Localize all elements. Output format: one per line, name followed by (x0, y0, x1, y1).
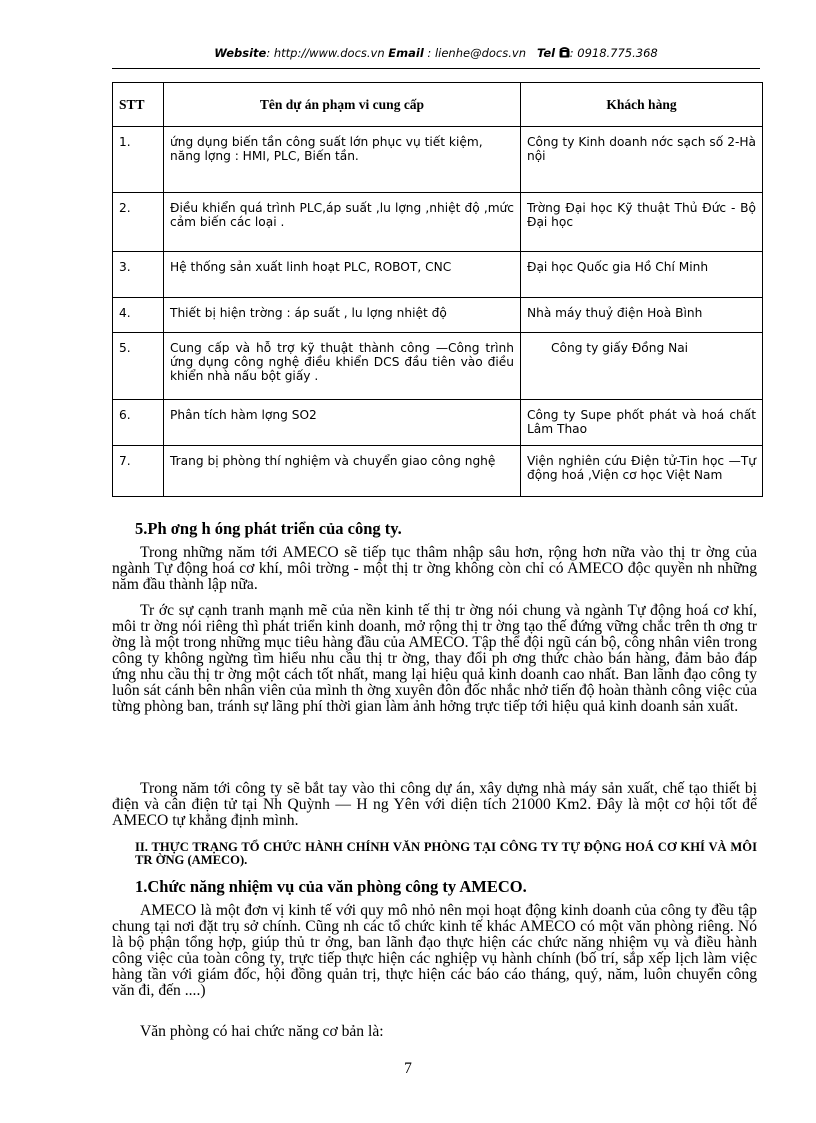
table-row (113, 252, 763, 298)
cell-project: ứng dụng biến tần công suất lớn phục vụ tiết kiệm, năng lợng : HMI, PLC, Biến tần. (164, 127, 521, 193)
section-5-paragraph-1: Trong những năm tới AMECO sẽ tiếp tục thâm nhập sâu hơn, rộng hơn nữa vào thị tr ờng của ngành Tự động hoá cơ khí, môi trờng - một thị tr ờng không còn chỉ có AMECO độc quyền nh những năm đầu thành lập nữa. (112, 544, 757, 593)
cell-client: Công ty giấy Đồng Nai (521, 333, 763, 400)
project-table (112, 82, 763, 497)
section-ii-paragraph-2: Văn phòng có hai chức năng cơ bản là: (140, 1023, 384, 1040)
page-header (112, 46, 760, 69)
section-5-paragraph-2: Tr ớc sự cạnh tranh mạnh mẽ của nền kinh tế thị tr ờng nói chung và ngành Tự động hoá cơ khí, môi tr ờng nói riêng thì phát triển kinh doanh, mở rộng thị tr ờng tạo thế đứng vững chắc trên th ơng tr ờng là một trong những mục tiêu hàng đầu của AMECO. Tập thể đội ngũ cán bộ, công nhân viên trong công ty không ngừng tìm hiểu nhu cầu thị tr ờng, thay đổi ph ơng thức chào bán hàng, đảm bảo đáp ứng nhu cầu thị tr ờng một cách tốt nhất, mang lại hiệu quả kinh doanh cao nhất. Ban lãnh đạo công ty luôn sát cánh bên nhân viên của mình th ờng xuyên đôn đốc nhắc nhở tiến độ hoàn thành công việc của từng phòng ban, tránh sự lãng phí thời gian làm ảnh hởng trực tiếp tới hiệu quả kinh doanh sản xuất. (112, 602, 757, 715)
cell-client: Viện nghiên cứu Điện tử-Tin học —Tự động hoá ,Viện cơ học Việt Nam (521, 446, 763, 497)
cell-client: Trờng Đại học Kỹ thuật Thủ Đức - Bộ Đại học (521, 193, 763, 252)
table-row (113, 333, 763, 400)
cell-client: Công ty Kinh doanh nớc sạch số 2-Hà nội (521, 127, 763, 193)
table-row (113, 446, 763, 497)
phone-icon (559, 47, 570, 58)
section-ii-1-heading: 1.Chức năng nhiệm vụ của văn phòng công ty AMECO. (135, 877, 527, 896)
email-label: Email (388, 46, 424, 60)
table-row (113, 193, 763, 252)
website-value: : http://www.docs.vn (266, 46, 385, 60)
cell-project: Trang bị phòng thí nghiệm và chuyển giao công nghệ (164, 446, 521, 497)
table-header-row (113, 83, 763, 127)
cell-stt: 6. (113, 400, 164, 446)
cell-client: Đại học Quốc gia Hồ Chí Minh (521, 252, 763, 298)
header-stt: STT (113, 83, 164, 127)
website-label: Website (214, 46, 267, 60)
cell-stt: 7. (113, 446, 164, 497)
tel-value: : 0918.775.368 (569, 46, 658, 60)
header-client: Khách hàng (521, 83, 763, 127)
section-5-paragraph-3: Trong năm tới công ty sẽ bắt tay vào thi công dự án, xây dựng nhà máy sản xuất, chế tạo thiết bị điện và cân điện tử tại Nh Quỳnh — H ng Yên với diện tích 21000 Km2. Đây là một cơ hội tốt để AMECO tự khẳng định mình. (112, 780, 757, 829)
cell-stt: 2. (113, 193, 164, 252)
cell-stt: 5. (113, 333, 164, 400)
table-row (113, 127, 763, 193)
cell-project: Phân tích hàm lợng SO2 (164, 400, 521, 446)
cell-client: Nhà máy thuỷ điện Hoà Bình (521, 298, 763, 333)
section-ii-paragraph-1: AMECO là một đơn vị kinh tế với quy mô nhỏ nên mọi hoạt động kinh doanh của công ty đều tập chung tại nơi đặt trụ sở chính. Cũng nh các tổ chức kinh tế khác AMECO có một văn phòng riêng. Nó là bộ phận tổng hợp, giúp thủ tr ởng, ban lãnh đạo thực hiện các chức năng nhiệm vụ và điều hành công việc của toàn công ty, trực tiếp thực hiện các nghiệp vụ hành chính (bố trí, sắp xếp lịch làm việc hàng tần với giám đốc, hội đồng quản trị, thực hiện các báo cáo tháng, quý, năm, luôn chuyển công văn đi, đến ....) (112, 902, 757, 999)
email-value: : lienhe@docs.vn (423, 46, 526, 60)
header-project: Tên dự án phạm vi cung cấp (164, 83, 521, 127)
cell-project: Hệ thống sản xuất linh hoạt PLC, ROBOT, CNC (164, 252, 521, 298)
cell-stt: 1. (113, 127, 164, 193)
cell-client: Công ty Supe phốt phát và hoá chất Lâm Thao (521, 400, 763, 446)
cell-stt: 3. (113, 252, 164, 298)
cell-project: Điều khiển quá trình PLC,áp suất ,lu lợng ,nhiệt độ ,mức cảm biến các loại . (164, 193, 521, 252)
table-row (113, 298, 763, 333)
table-row (113, 400, 763, 446)
tel-label: Tel (536, 46, 556, 60)
cell-project: Thiết bị hiện trờng : áp suất , lu lợng nhiệt độ (164, 298, 521, 333)
cell-stt: 4. (113, 298, 164, 333)
section-5-heading: 5.Ph ơng h óng phát triển của công ty. (135, 519, 402, 538)
section-ii-heading: II. THỰC TRẠNG TỔ CHỨC HÀNH CHÍNH VĂN PHÒNG TẠI CÔNG TY TỰ ĐỘNG HOÁ CƠ KHÍ VÀ MÔI TR ỜNG (AMECO). (135, 840, 757, 867)
cell-project: Cung cấp và hỗ trợ kỹ thuật thành công —Công trình ứng dụng công nghệ điều khiển DCS đầu tiên vào điều khiển nhà nấu bột giấy . (164, 333, 521, 400)
page-number: 7 (404, 1060, 412, 1077)
